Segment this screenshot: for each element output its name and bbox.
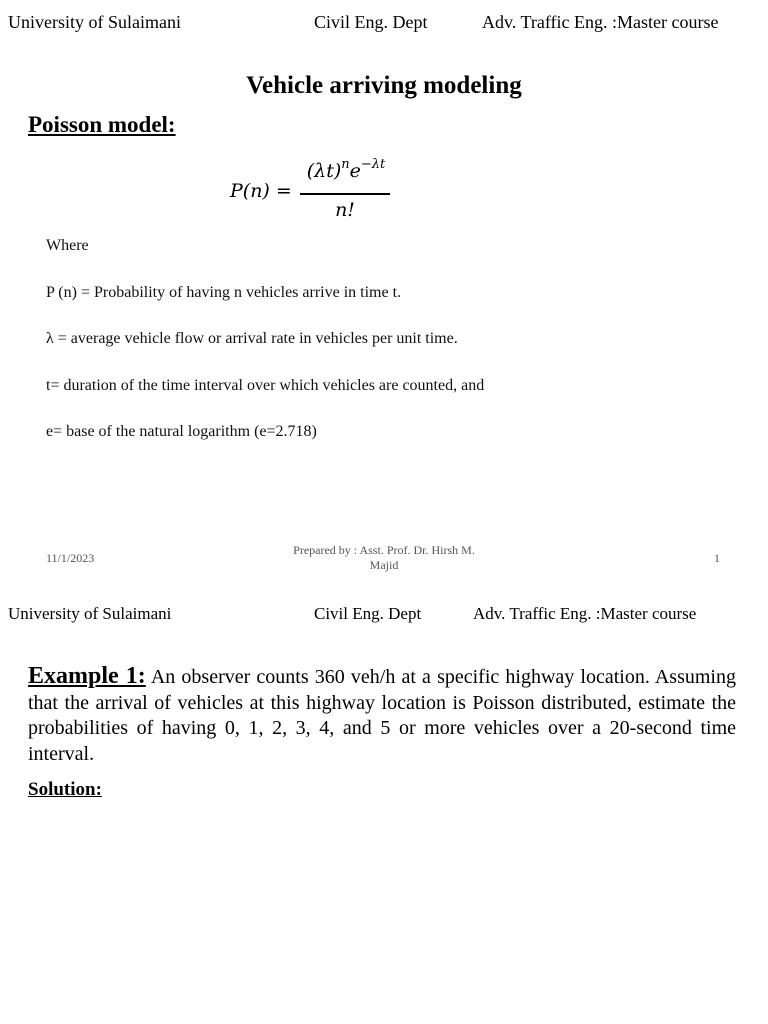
definition-e: e= base of the natural logarithm (e=2.718) <box>46 423 317 440</box>
example-label: Example 1: <box>28 663 146 689</box>
definition-lambda: λ = average vehicle flow or arrival rate in vehicles per unit time. <box>46 330 458 347</box>
header-course-2: Adv. Traffic Eng. :Master course <box>473 604 697 623</box>
definition-t: t= duration of the time interval over which vehicles are counted, and <box>46 377 485 394</box>
footer-date: 11/1/2023 <box>46 551 95 565</box>
footer-page-number: 1 <box>714 551 720 565</box>
definition-pn: P (n) = Probability of having n vehicles arrive in time t. <box>46 284 402 301</box>
fraction-bar <box>300 193 390 195</box>
header-university: University of Sulaimani <box>8 12 181 32</box>
solution-label: Solution: <box>28 779 102 800</box>
header-course: Adv. Traffic Eng. :Master course <box>482 12 719 32</box>
footer-prepared-by: Prepared by : Asst. Prof. Dr. Hirsh M. Majid <box>293 543 475 572</box>
example-paragraph <box>28 664 736 767</box>
section-heading: Poisson model: <box>28 112 176 137</box>
example-text: An observer counts 360 veh/h at a specific highway location. Assuming that the arrival of vehicles at this highway location is Poisson distributed, estimate the probabilities of having 0, 1, 2, 3, 4, and 5 or more vehicles over a 20-second time interval. <box>28 666 736 765</box>
formula-lhs: P(n) = <box>230 180 292 202</box>
header-department-2: Civil Eng. Dept <box>314 604 422 623</box>
page-title: Vehicle arriving modeling <box>246 72 522 99</box>
header-department: Civil Eng. Dept <box>314 12 428 32</box>
where-label: Where <box>46 237 89 254</box>
formula-denominator: n! <box>335 199 355 221</box>
formula-numerator: $(\lambda t)^ne^{-\lambda t}$ <box>306 157 386 182</box>
header-university-2: University of Sulaimani <box>8 604 172 623</box>
